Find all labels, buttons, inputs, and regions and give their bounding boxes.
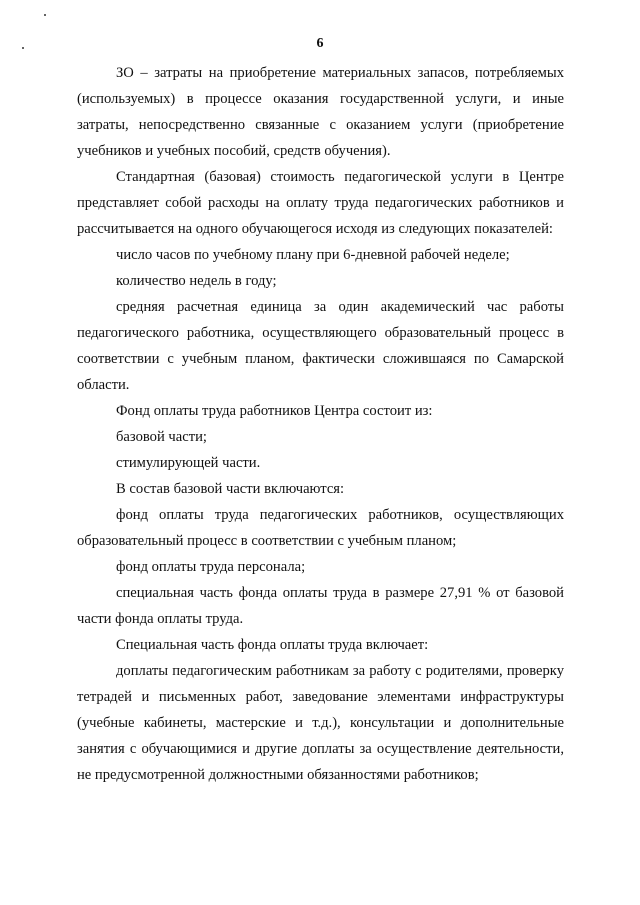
paragraph-teacher-fund: фонд оплаты труда педагогических работников, осуществляющих образовательный процесс в соответствии с учебным планом; (77, 507, 564, 549)
page-number: 6 (316, 36, 324, 51)
paragraph-weeks: количество недель в году; (116, 273, 277, 289)
paragraph-surcharges: доплаты педагогическим работникам за работу с родителями, проверку тетрадей и письменных работ, заведование элементами инфраструктуры (учебные кабинеты, мастерские и т.д.), консультации и дополнительные занятия с обучающимися и другие доплаты за осуществление деятельности, не предусмотренной должностными обязанностями работников; (77, 663, 564, 783)
paragraph-wage-fund: Фонд оплаты труда работников Центра состоит из: (116, 403, 433, 419)
document-body (77, 60, 564, 788)
paragraph-hours: число часов по учебному плану при 6-дневной рабочей неделе; (116, 247, 510, 263)
paragraph-standard-cost: Стандартная (базовая) стоимость педагогической услуги в Центре представляет собой расходы на оплату труда педагогических работников и рассчитывается на одного обучающегося исходя из следующих показателей: (77, 169, 564, 237)
paragraph-base-includes: В состав базовой части включаются: (116, 481, 345, 497)
paragraph-average-unit: средняя расчетная единица за один академический час работы педагогического работника, осуществляющего образовательный процесс в соответствии с учебным планом, фактически сложившаяся по Самарской области. (77, 299, 564, 393)
paragraph-zo-definition: ЗО – затраты на приобретение материальных запасов, потребляемых (используемых) в процессе оказания государственной услуги, и иные затраты, непосредственно связанные с оказанием услуги (приобретение учебников и учебных пособий, средств обучения). (77, 65, 564, 159)
paragraph-incentive-part: стимулирующей части. (116, 455, 261, 471)
paragraph-base-part: базовой части; (116, 429, 207, 445)
paragraph-special-part: специальная часть фонда оплаты труда в размере 27,91 % от базовой части фонда оплаты труда. (77, 585, 564, 627)
paragraph-staff-fund: фонд оплаты труда персонала; (116, 559, 306, 575)
paragraph-special-includes: Специальная часть фонда оплаты труда включает: (116, 637, 429, 653)
scan-speck (44, 14, 46, 16)
